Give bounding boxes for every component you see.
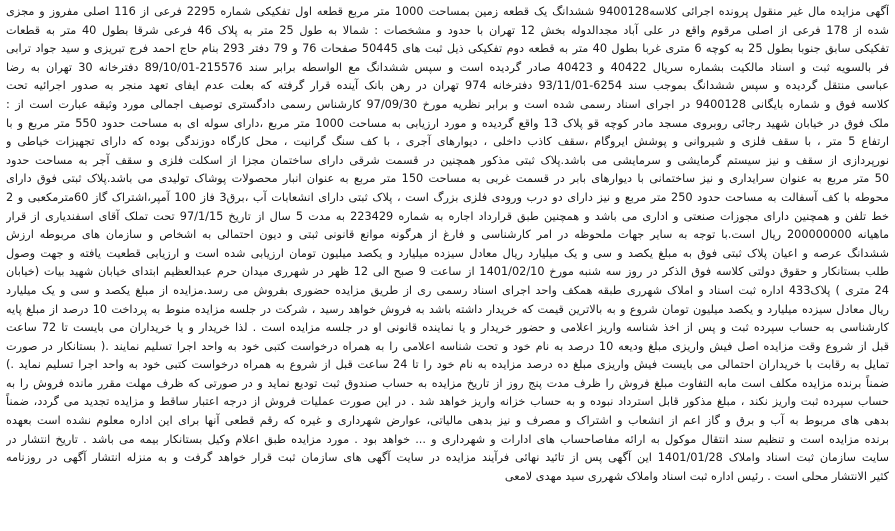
notice-line: ملک فوق در خیابان شهید رجائی روبروی مسجد مادر کوچه قو پلاک 13 واقع گردیده و مورد ارزیابی به مساحت 1000 متر مربع ،دارای سوله ای به مساحت حدود 550 متر مربع و با (6, 116, 889, 130)
notice-line: فر بالسویه ثبت و اسناد مالکیت بشماره سریال 40422 و 40423 صادر گردیده است و سپس ششدانگ مع الواسطه برابر سند 215576-89/10/01 دفترخانه 30 تهران به رضا (6, 60, 889, 74)
notice-line: تفکیکی سابق جنوبا بطول 25 به کوچه 6 متری غربا بطول 40 متر به قطعه دوم تفکیکی ذیل ثبت های 50445 صفحات 76 و 79 دفتر 293 بنام حاج احمد فرج تبریزی و سید جواد ترابی (6, 42, 889, 56)
notice-line: طلب بستانکار و حقوق دولتی کلاسه فوق الذکر در روز سه شنبه مورخ 1401/02/10 از ساعت 9 صبح الی 12 ظهر در شهرری میدان حرم عبدالعظیم ابتدای خیابان شهید بیات (خیابان (6, 265, 889, 279)
notice-line: 50 متر مربع به عنوان سرایداری و نیز ساختمانی با دیوارهای بابر در قسمت غربی به مساحت 150 متر مربع به عنوان انبار محصولات پوشاک تولیدی می باشد.پلاک ثبتی فوق دارای (6, 172, 889, 186)
notice-line: کلاسه فوق و شماره بایگانی 9400128 در اجرای اسناد رسمی شده است و برابر نظریه مورخ 97/09/30 کارشناس رسمی دادگستری توصیف اجمالی مورد وثیقه عبارت است از : (6, 97, 889, 111)
notice-line: سایت سازمان ثبت اسناد واملاک 1401/01/28 این آگهی پس از تائید نهائی فرآیند مزایده در سایت آگهی های سازمان ثبت قرار خواهد گرفت و به منزله انتشار آگهی در روزنامه (6, 451, 889, 465)
notice-line: خط تلفن و همچنین دارای مجوزات صنعتی و اداری می باشد و همچنین طبق قرارداد اجاره به شماره 223429 به مدت 5 سال از تاریخ 97/1/15 تحت تملک آقای اسفندیاری از قرار (6, 209, 889, 223)
notice-line: نورپردازی از سقف و نیز سیستم گرمایشی و سرمایشی می باشد.پلاک ثبتی مذکور همچنین در قسمت شرقی دارای ساختمان مجزا از اسکلت فلزی و سقف آجر به مساحت حدود (6, 153, 889, 167)
notice-line: شده از 178 فرعی از اصلی مرقوم واقع در علی آباد مجدالدوله بخش 12 تهران با حدود و مشخصات : شمالا به طول 25 متر به پلاک 46 فرعی شرقا بطول 40 متر به قطعات (6, 23, 889, 37)
notice-line: ششدانگ عرصه و اعیان پلاک ثبتی فوق به مبلغ یکصد و سی و یک میلیارد ریال معادل سیزده میلیارد و یکصد میلیون تومان ارزیابی شده است و ارزیابی قطعیت یافته و جهت وصول (6, 246, 889, 260)
notice-line: محوطه با کف آسفالت به مساحت حدود 250 متر مربع و نیز دارای دو درب ورودی فلزی بزرگ است ، پلاک ثبتی دارای انشعابات آب ،برق3 فاز 100 آمپر،اشتراک گاز 60مترمکعبی و 2 (6, 190, 889, 204)
notice-line: حساب سپرده ثبت واریز نکند ، مبلغ مذکور قابل استرداد نبوده و به حساب خزانه واریز خواهد شد . در این صورت عملیات فروش از درجه اعتبار ساقط و مزایده تجدید می گردد، ضمناً (6, 395, 889, 409)
notice-line: ماهیانه 200000000 ریال است.با توجه به سایر جهات ملحوظه در امر کارشناسی و فارغ از هرگونه موانع قانونی ثبتی و دیون احتمالی به اشخاص و سازمان های مربوطه ارزش (6, 228, 889, 242)
notice-line: قبل از شروع وقت مزایده اصل فیش واریزی مبلغ ودیعه 10 درصد به نام خود و تحت شناسه اعلامی را به همراه درخواست کتبی خود به واحد اجرا تسلیم نمایند .( بستانکار در صورت (6, 339, 889, 353)
notice-line: ریال معادل سیزده میلیارد و یکصد میلیون تومان شروع و به بالاترین قیمت که خریدار داشته باشد به فروش خواهد رسید ، شرکت در جلسه مزایده منوط به پرداخت 10 درصد از مبلغ پایه (6, 302, 889, 316)
notice-line: کارشناسی به حساب سپرده ثبت و پس از اخذ شناسه واریز اعلامی و حضور خریدار و یا نماینده قانونی او در جلسه مزایده است . لذا خریدار و یا خریداران می بایست تا 72 ساعت (6, 321, 889, 335)
notice-signature-line: کثیر الانتشار محلی است . رئیس اداره ثبت اسناد واملاک شهرری سید مهدی لامعی (504, 469, 889, 483)
notice-line: تمایل به رقابت با خریداران احتمالی می بایست فیش واریزی مبلغ ده درصد مزایده به نام خود را تا 24 ساعت قبل از شروع به همراه درخواست کتبی خود به واحد اجرا تسلیم نماید .) (6, 358, 889, 372)
notice-line: برنده مزایده است و تنظیم سند انتقال موکول به ارائه مفاصاحساب های ادارات و شهرداری و ... خواهد بود . مورد مزایده طبق اعلام وکیل بستانکار بیمه می باشد . تاریخ انتشار در (6, 432, 889, 446)
notice-line: ضمناً برنده مزایده مکلف است مابه التفاوت مبلغ فروش را ظرف مدت پنج روز از تاریخ مزایده به حساب صندوق ثبت تودیع نماید و در صورتی که ظرف مهلت مقرر مانده فروش را به (6, 376, 889, 390)
notice-line: ارتفاع 5 متر ، با سقف فلزی و شیروانی و پوشش ایروگام ،سقف کاذب داخلی ، دیوارهای آجری ، با کف سنگ گرانیت ، محل کارگاه دوزندگی بوده که دارای تجهیزات خیاطی و (6, 135, 889, 149)
notice-line: 24 متری ) پلاک433 اداره ثبت اسناد و املاک شهرری طبقه همکف واحد اجرای اسناد رسمی ری از طریق مزایده حضوری بفروش می رسد.مزایده از مبلغ یکصد و سی و یک میلیارد (6, 283, 889, 297)
notice-line: بدهی های مربوط به آب و برق و گاز اعم از انشعاب و اشتراک و مصرف و نیز بدهی مالیاتی، عوارض شهرداری و غیره که رقم قطعی آنها برای این اداره معلوم نشده است بعهده (6, 414, 889, 428)
notice-line: آگهی مزایده مال غیر منقول پرونده اجرائی کلاسه9400128 ششدانگ یک قطعه زمین بمساحت 1000 متر مربع قطعه اول تفکیکی شماره 2295 فرعی از 116 اصلی مفروز و مجزی (6, 5, 889, 18)
notice-line: عباسی منتقل گردیده و سپس ششدانگ بموجب سند 6254-93/11/01 دفترخانه 974 تهران در رهن بانک آینده قرار گرفته که بعلت عدم ایفای تعهد منجر به صدور اجرائیه تحت (6, 79, 889, 93)
